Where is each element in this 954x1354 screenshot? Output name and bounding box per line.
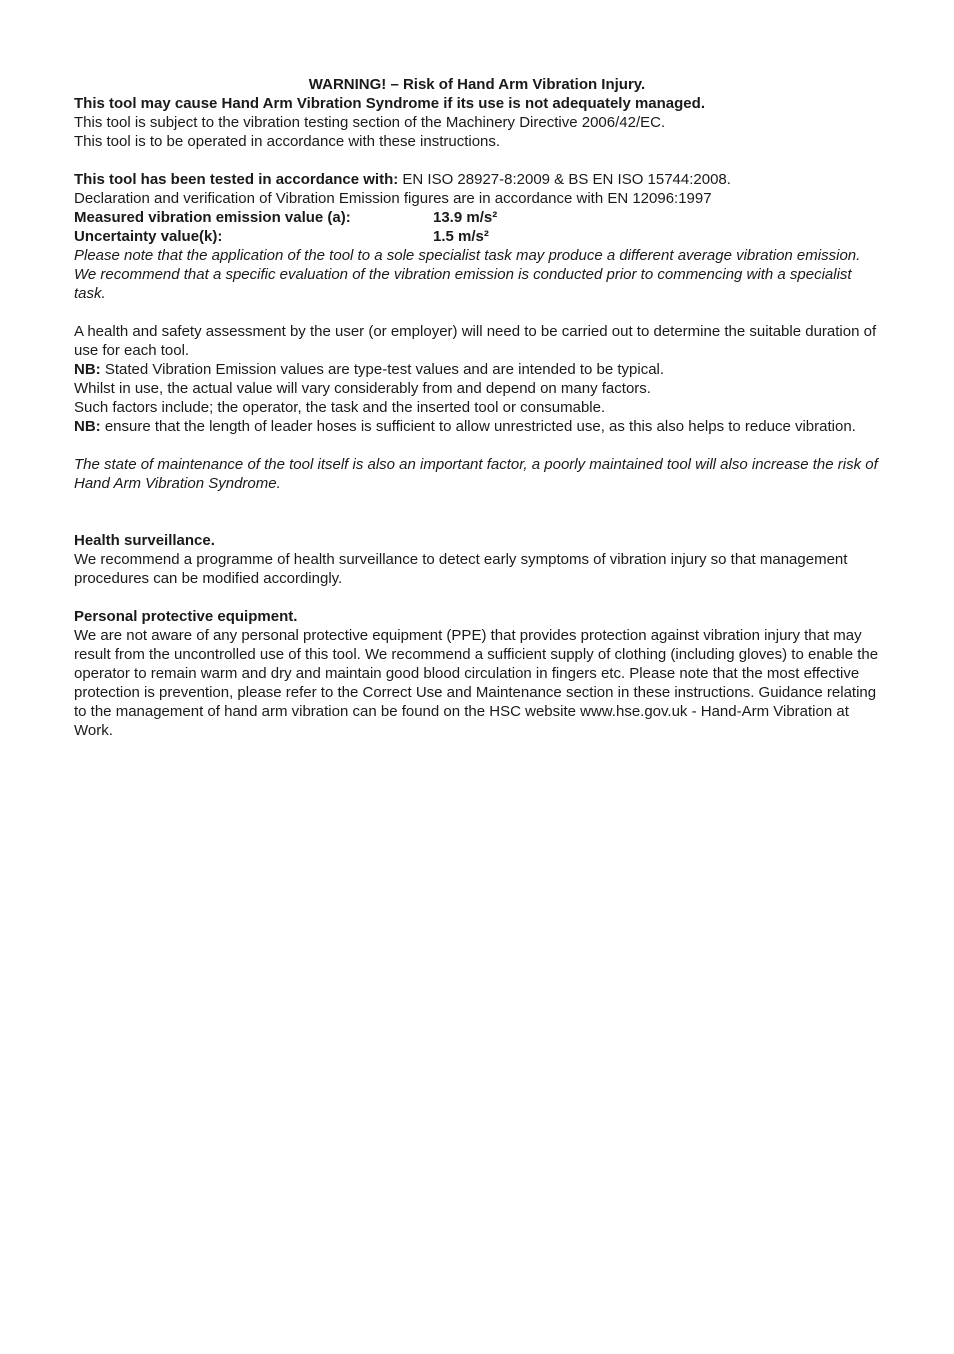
health-heading: Health surveillance. (74, 532, 215, 549)
health-text: We recommend a programme of health surveillance to detect early symptoms of vibration injury so that management procedures can be modified accordingly. (74, 551, 848, 587)
measured-value: 13.9 m/s² (433, 209, 498, 226)
spacer (74, 588, 880, 607)
factors-line: Such factors include; the operator, the task and the inserted tool or consumable. (74, 399, 606, 416)
uncertainty-row (74, 227, 880, 246)
spacer (74, 151, 880, 170)
nb-text: Stated Vibration Emission values are type-test values and are intended to be typical. (100, 361, 665, 378)
whilst-line: Whilst in use, the actual value will vary considerably from and depend on many factors. (74, 380, 651, 397)
assessment-paragraph: A health and safety assessment by the user (or employer) will need to be carried out to determine the suitable duration of use for each tool. (74, 323, 877, 359)
uncertainty-label: Uncertainty value(k): (74, 228, 223, 245)
nb-label: NB: (74, 361, 101, 378)
nb-label: NB: (74, 418, 101, 435)
document-page (74, 75, 880, 740)
measured-row (74, 208, 880, 227)
tested-value: EN ISO 28927-8:2009 & BS EN ISO 15744:2008. (398, 171, 731, 188)
nb-typical-line (74, 360, 880, 379)
ppe-text: We are not aware of any personal protective equipment (PPE) that provides protection against vibration injury that may result from the uncontrolled use of this tool. We recommend a sufficient supply of clothing (including gloves) to enable the operator to remain warm and dry and maintain good blood circulation in fingers etc. Please note that the most effective protection is prevention, please refer to the Correct Use and Maintenance section in these instructions. Guidance relating to the management of hand arm vibration can be found on the HSC website www.hse.gov.uk - Hand-Arm Vibration at Work. (74, 627, 879, 739)
spacer (74, 303, 880, 322)
warning-line-directive: This tool is subject to the vibration testing section of the Machinery Directive 2006/42/EC. (74, 114, 666, 131)
warning-title: WARNING! – Risk of Hand Arm Vibration Injury. (308, 76, 646, 93)
specialist-task-note: Please note that the application of the tool to a sole specialist task may produce a different average vibration emission. We recommend that a specific evaluation of the vibration emission is conducted prior to commencing with a specialist task. (74, 247, 861, 302)
nb-hoses-line (74, 417, 880, 436)
warning-subtitle: This tool may cause Hand Arm Vibration Syndrome if its use is not adequately managed. (74, 95, 705, 112)
ppe-heading: Personal protective equipment. (74, 608, 298, 625)
nb-text: ensure that the length of leader hoses is sufficient to allow unrestricted use, as this also helps to reduce vibration. (100, 418, 856, 435)
declaration-line: Declaration and verification of Vibration Emission figures are in accordance with EN 12096:1997 (74, 190, 712, 207)
uncertainty-value: 1.5 m/s² (433, 228, 489, 245)
maintenance-note: The state of maintenance of the tool itself is also an important factor, a poorly maintained tool will also increase the risk of Hand Arm Vibration Syndrome. (74, 456, 878, 492)
tested-line (74, 170, 880, 189)
warning-line-instructions: This tool is to be operated in accordance with these instructions. (74, 133, 501, 150)
measured-label: Measured vibration emission value (a): (74, 209, 351, 226)
tested-label: This tool has been tested in accordance with: (74, 171, 399, 188)
spacer (74, 436, 880, 455)
spacer (74, 493, 880, 531)
